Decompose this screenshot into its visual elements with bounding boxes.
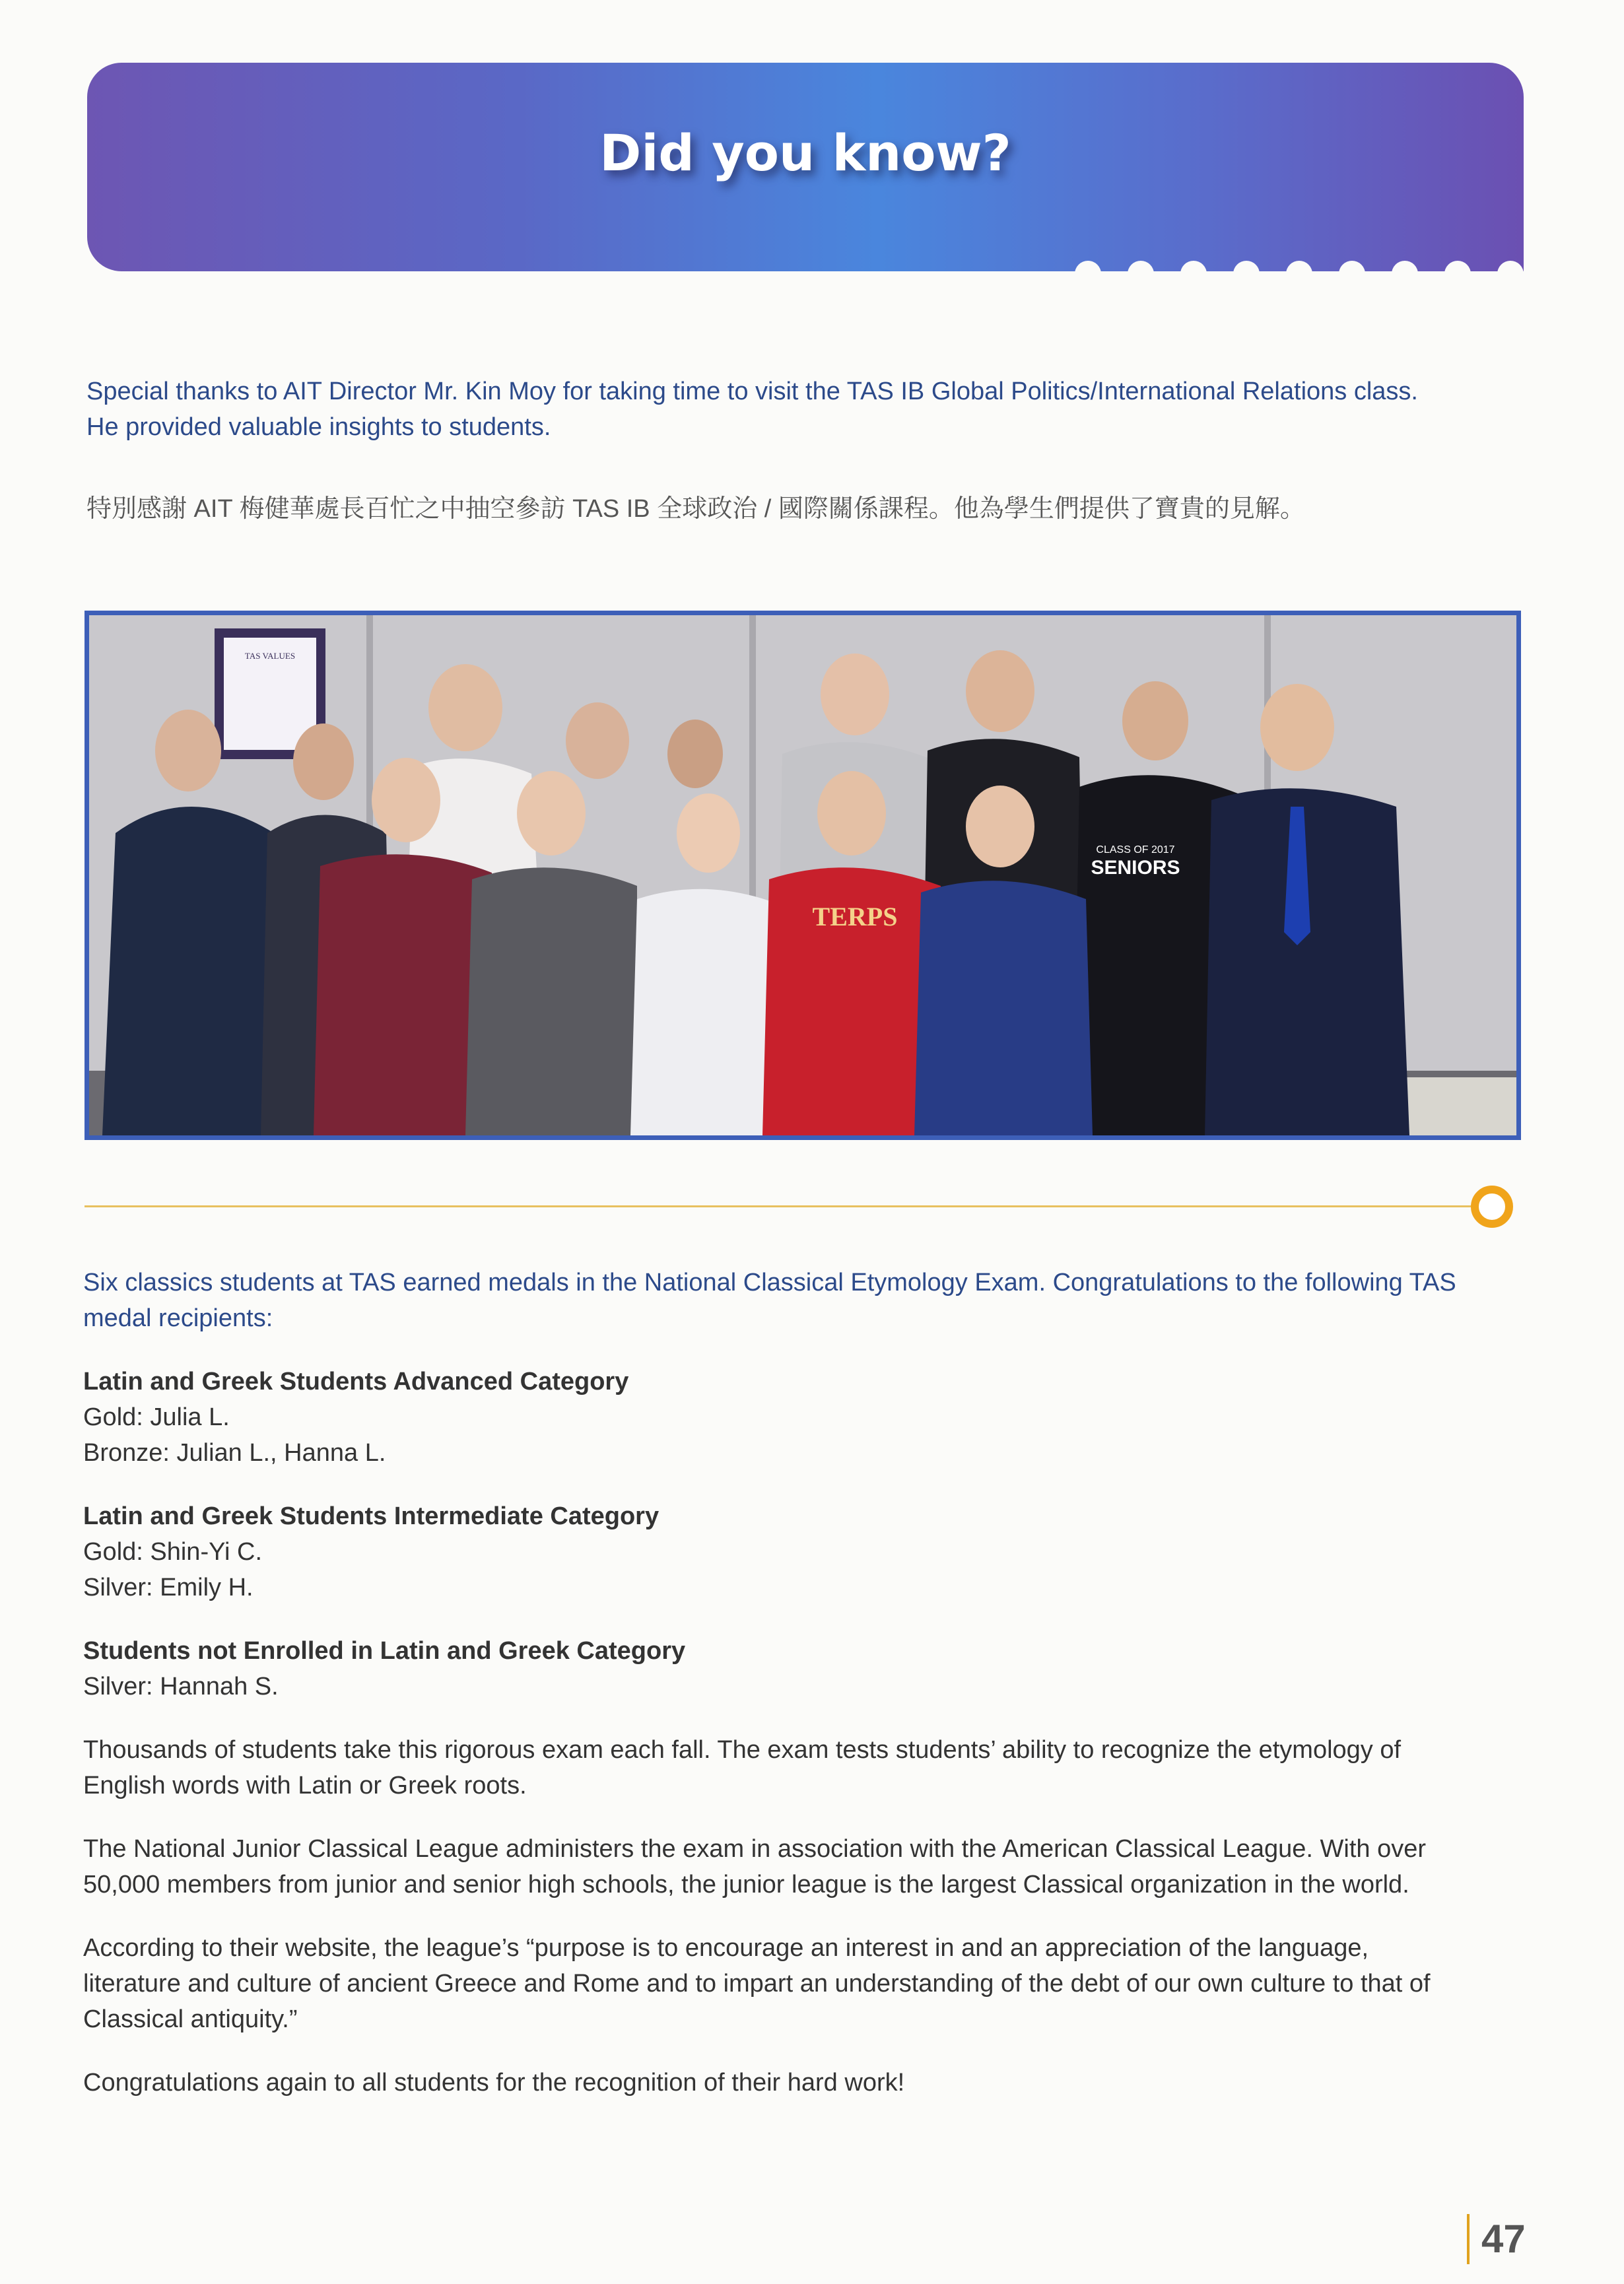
person-body <box>102 807 287 1135</box>
person-body <box>1205 788 1409 1135</box>
paragraph-line: English words with Latin or Greek roots. <box>83 1772 527 1799</box>
intro-english-line: Special thanks to AIT Director Mr. Kin Moy for taking time to visit the TAS IB Global Politics/International Relations class. <box>86 378 1418 405</box>
sweatshirt-text: SENIORS <box>1091 857 1180 879</box>
category-title: Latin and Greek Students Intermediate Category <box>83 1502 660 1530</box>
article-paragraph <box>83 2065 1542 2100</box>
person-head <box>677 793 740 873</box>
front-row <box>314 758 1093 1135</box>
person-head <box>821 654 889 735</box>
person-body <box>465 867 637 1135</box>
banner-dot <box>1233 261 1260 271</box>
page-number: 47 <box>1467 2214 1526 2264</box>
category-title: Students not Enrolled in Latin and Greek Category <box>83 1637 686 1665</box>
banner-dot <box>1286 261 1312 271</box>
paragraph-line: 50,000 members from junior and senior high schools, the junior league is the largest Classical organization in the world. <box>83 1871 1409 1898</box>
intro-english <box>86 374 1539 445</box>
banner-dot <box>1497 261 1524 271</box>
banner-title: Did you know? <box>599 123 1011 182</box>
paragraph-line: Thousands of students take this rigorous exam each fall. The exam tests students’ ability to recognize the etymology of <box>83 1736 1402 1764</box>
desk <box>1396 1077 1516 1135</box>
person-head <box>1260 684 1334 771</box>
banner-dot <box>1075 261 1101 271</box>
article-paragraph <box>83 1732 1542 1803</box>
paragraph-line: According to their website, the league’s “purpose is to encourage an interest in and an appreciation of the language, <box>83 1934 1369 1962</box>
medal-category <box>83 1633 1542 1704</box>
person-head <box>817 771 886 856</box>
banner-dot <box>1392 261 1418 271</box>
medals-lead-line: Six classics students at TAS earned medals in the National Classical Etymology Exam. Congratulations to the following TAS <box>83 1269 1456 1296</box>
person-head <box>667 720 723 788</box>
banner-dot <box>1339 261 1365 271</box>
person-head <box>566 702 629 779</box>
person-body <box>914 881 1093 1135</box>
paragraph-line: Classical antiquity.” <box>83 2005 298 2033</box>
intro-chinese: 特別感謝 AIT 梅健華處長百忙之中抽空參訪 TAS IB 全球政治 / 國際關係課程。他為學生們提供了寶貴的見解。 <box>86 495 1305 523</box>
banner-dot <box>1128 261 1154 271</box>
divider-ring-icon <box>1471 1186 1513 1228</box>
group-photo-illustration <box>89 615 1516 1135</box>
medal-category <box>83 1364 1542 1471</box>
banner-dot-border <box>1075 261 1524 271</box>
medals-lead-line: medal recipients: <box>83 1304 273 1332</box>
person-head <box>966 650 1034 732</box>
medals-article <box>83 1265 1542 2128</box>
did-you-know-banner <box>87 63 1524 271</box>
person-head <box>372 758 440 842</box>
person-head <box>293 723 354 800</box>
medals-lead <box>83 1265 1542 1336</box>
category-title: Latin and Greek Students Advanced Category <box>83 1368 629 1395</box>
sweatshirt-subtext: CLASS OF 2017 <box>1096 844 1175 856</box>
paragraph-line: The National Junior Classical League administers the exam in association with the American Classical League. With over <box>83 1835 1427 1863</box>
section-divider <box>85 1205 1472 1207</box>
medal-recipient: Bronze: Julian L., Hanna L. <box>83 1439 386 1467</box>
medal-recipient: Silver: Hannah S. <box>83 1673 279 1700</box>
medal-recipient: Gold: Shin-Yi C. <box>83 1538 263 1566</box>
article-paragraph <box>83 1930 1542 2037</box>
red-shirt-text: TERPS <box>812 902 898 931</box>
person-head <box>1122 681 1188 760</box>
article-paragraph <box>83 1831 1542 1902</box>
person-head <box>966 786 1034 867</box>
person-head <box>517 771 586 856</box>
person-head <box>155 710 221 791</box>
paragraph-line: literature and culture of ancient Greece and Rome and to impart an understanding of the debt of our own culture to that of <box>83 1970 1431 1998</box>
class-group-photo <box>85 611 1521 1140</box>
poster-title: TAS VALUES <box>244 651 296 661</box>
medal-category <box>83 1498 1542 1605</box>
medal-recipient: Gold: Julia L. <box>83 1403 230 1431</box>
intro-english-line: He provided valuable insights to students. <box>86 413 551 441</box>
medal-recipient: Silver: Emily H. <box>83 1574 254 1601</box>
paragraph-line: Congratulations again to all students for the recognition of their hard work! <box>83 2069 905 2097</box>
banner-dot <box>1180 261 1207 271</box>
person-head <box>428 664 502 751</box>
banner-dot <box>1444 261 1471 271</box>
